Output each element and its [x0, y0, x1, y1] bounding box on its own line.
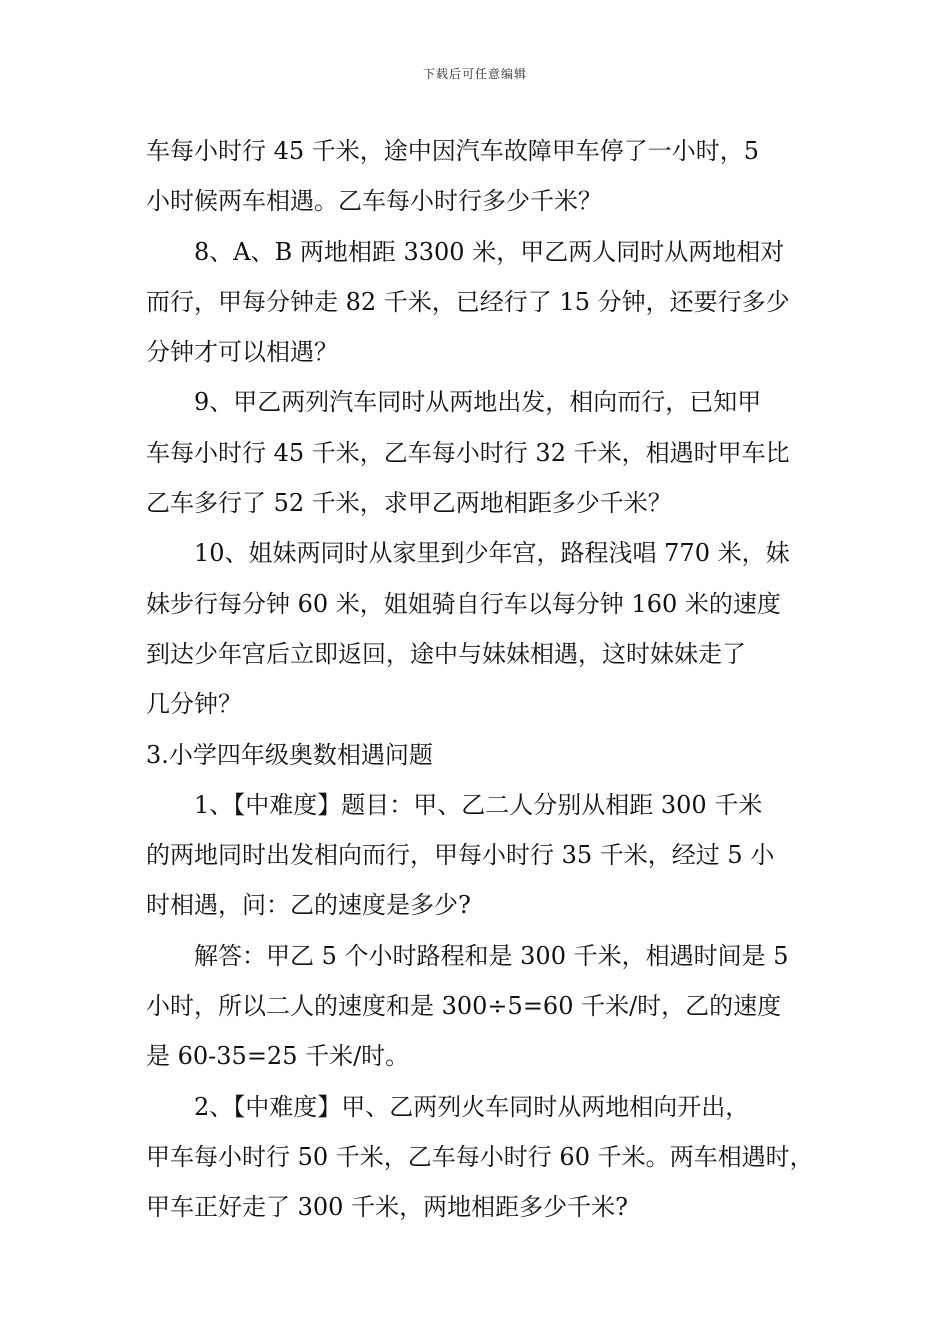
text-line: 时相遇，问：乙的速度是多少?	[146, 891, 471, 920]
text-line: 8、A、B 两地相距 3300 米，甲乙两人同时从两地相对	[194, 237, 785, 266]
text-line: 3.小学四年级奥数相遇问题	[146, 740, 433, 769]
text-line: 分钟才可以相遇？	[146, 338, 338, 367]
text-line: 甲车每小时行 50 千米，乙车每小时行 60 千米。两车相遇时，	[146, 1142, 814, 1171]
text-line: 妹步行每分钟 60 米，姐姐骑自行车以每分钟 160 米的速度	[146, 589, 781, 618]
text-line: 1、【中难度】题目：甲、乙二人分别从相距 300 千米	[194, 790, 763, 819]
text-line: 车每小时行 45 千米，乙车每小时行 32 千米，相遇时甲车比	[146, 438, 790, 467]
text-line: 小时，所以二人的速度和是 300÷5=60 千米/时，乙的速度	[146, 992, 782, 1021]
text-line: 而行，甲每分钟走 82 千米，已经行了 15 分钟，还要行多少	[146, 287, 790, 316]
text-line: 10、姐妹两同时从家里到少年宫，路程浅唱 770 米，妹	[194, 539, 790, 568]
text-line: 解答：甲乙 5 个小时路程和是 300 千米，相遇时间是 5	[194, 941, 789, 970]
text-line: 乙车多行了 52 千米，求甲乙两地相距多少千米？	[146, 489, 672, 518]
text-line: 的两地同时出发相向而行，甲每小时行 35 千米，经过 5 小	[146, 841, 775, 870]
page-header: 下载后可任意编辑	[422, 67, 527, 81]
text-line: 车每小时行 45 千米，途中因汽车故障甲车停了一小时，5	[146, 137, 760, 165]
document-body	[146, 126, 826, 1233]
text-line: 小时候两车相遇。乙车每小时行多少千米？	[146, 187, 602, 216]
text-line: 2、【中难度】甲、乙两列火车同时从两地相向开出，	[194, 1092, 750, 1121]
text-line: 甲车正好走了 300 千米，两地相距多少千米?	[146, 1193, 628, 1222]
text-line: 到达少年宫后立即返回，途中与妹妹相遇，这时妹妹走了	[146, 639, 746, 668]
text-line: 几分钟？	[146, 690, 242, 719]
text-line: 是 60-35=25 千米/时。	[146, 1042, 410, 1071]
text-line: 9、甲乙两列汽车同时从两地出发，相向而行，已知甲	[194, 388, 762, 417]
